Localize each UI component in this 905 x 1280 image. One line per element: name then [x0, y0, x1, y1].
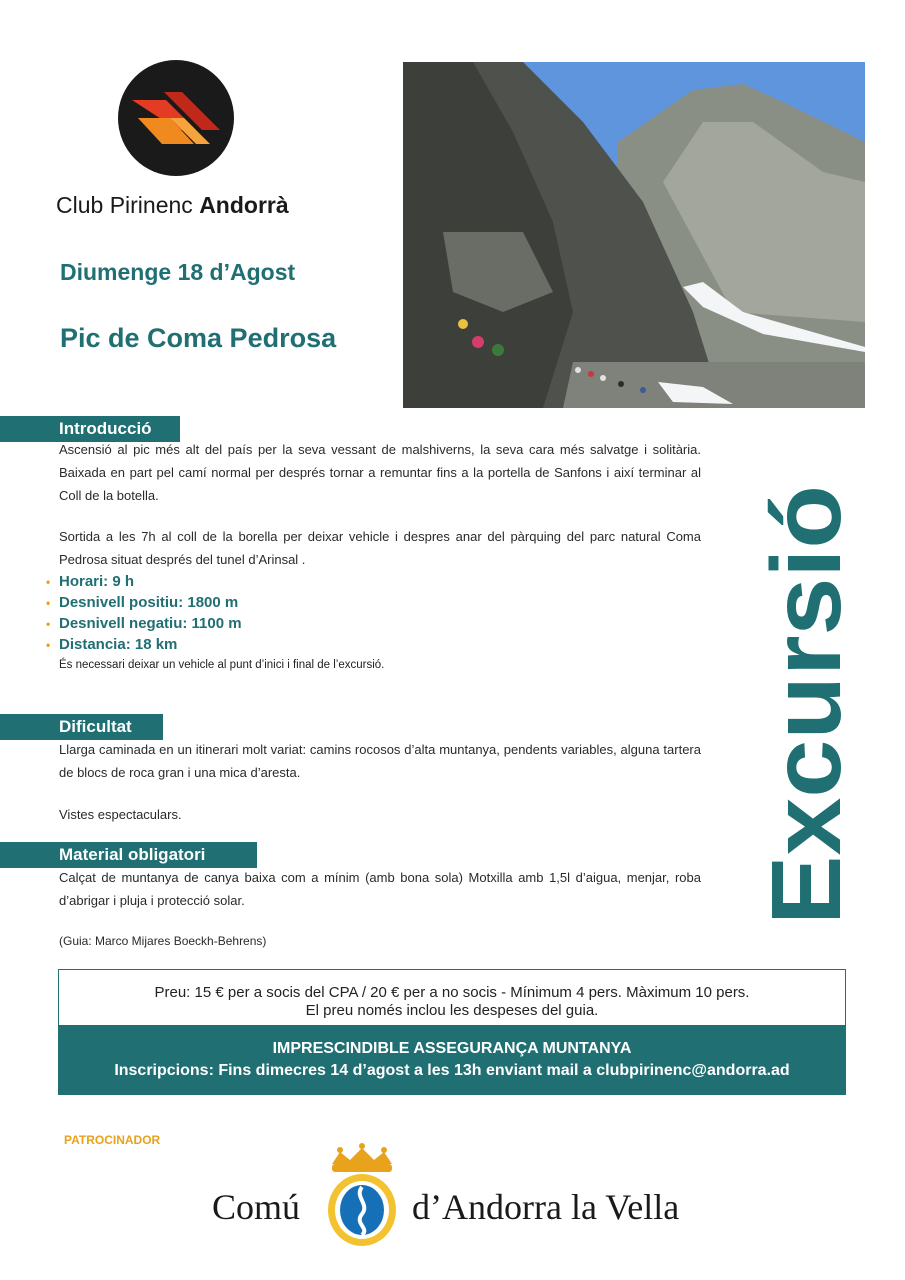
coat-of-arms-icon [322, 1142, 402, 1250]
club-logo-mark [118, 60, 234, 176]
difficulty-paragraph-1: Llarga caminada en un itinerari molt variat: camins rocosos d’alta muntanya, pendents variables, alguna tartera de blocs de roca gran i una mica d’aresta. [59, 742, 701, 780]
event-title: Pic de Coma Pedrosa [60, 323, 337, 353]
club-name-bold: Andorrà [199, 192, 289, 218]
fact-item: • Horari: 9 h [46, 573, 135, 590]
section-header-introduction: Introducció [0, 416, 180, 442]
intro-paragraph-2: Sortida a les 7h al coll de la borella per deixar vehicle i despres anar del pàrquing del parc natural Coma Pedrosa situat després del tunel d’Arinsal . [59, 529, 701, 567]
vertical-title-text: Excursió [751, 511, 860, 925]
insurance-notice: IMPRESCINDIBLE ASSEGURANÇA MUNTANYA [272, 1040, 632, 1057]
fact-descent: Desnivell negatiu: 1100 m [59, 615, 242, 632]
fact-item: • Distancia: 18 km [46, 636, 178, 653]
intro-paragraph-1: Ascensió al pic més alt del país per la seva vessant de malshiverns, la seva cara més salvatge i solitària. Baixada en part pel camí normal per després tornar a remuntar fins a la portella de Sanfons i així terminar al Coll de la botella. [59, 442, 701, 503]
registration-banner [59, 1025, 845, 1094]
pricing-box [58, 969, 846, 1095]
mountain-photo [403, 62, 865, 408]
vehicle-note: És necessari deixar un vehicle al punt d’inici i final de l’excursió. [59, 659, 385, 671]
material-paragraph: Calçat de muntanya de canya baixa com a mínim (amb bona sola) Motxilla amb 1,5l d’aigua, menjar, roba d’abrigar i pluja i protecció solar. [59, 870, 701, 908]
sponsor-name-left: Comú [212, 1187, 301, 1227]
club-name-regular: Club Pirinenc [56, 192, 193, 218]
fact-schedule: Horari: 9 h [59, 573, 135, 590]
difficulty-paragraph-2: Vistes espectaculars. [59, 807, 182, 822]
fact-item: • Desnivell negatiu: 1100 m [46, 615, 242, 632]
price-line: Preu: 15 € per a socis del CPA / 20 € per a no socis - Mínimum 4 pers. Màximum 10 pers. [154, 984, 750, 1001]
pricing-details [59, 970, 845, 1025]
guide-credit: (Guia: Marco Mijares Boeckh-Behrens) [59, 934, 267, 948]
club-logo [118, 60, 234, 176]
club-name [56, 192, 289, 219]
section-header-material: Material obligatori [0, 842, 257, 868]
section-header-difficulty: Dificultat [0, 714, 163, 740]
registration-info: Inscripcions: Fins dimecres 14 d’agost a les 13h enviant mail a clubpirinenc@andorra.ad [114, 1062, 790, 1079]
sponsor-label: PATROCINADOR [64, 1133, 161, 1147]
event-date: Diumenge 18 d’Agost [60, 259, 296, 285]
fact-item: • Desnivell positiu: 1800 m [46, 594, 239, 611]
sponsor-name-right: d’Andorra la Vella [412, 1187, 680, 1227]
price-includes: El preu només inclou les despeses del guia. [305, 1002, 599, 1019]
facts-list [46, 571, 242, 655]
vertical-title [750, 480, 860, 930]
fact-ascent: Desnivell positiu: 1800 m [59, 594, 239, 611]
fact-distance: Distancia: 18 km [59, 636, 178, 653]
